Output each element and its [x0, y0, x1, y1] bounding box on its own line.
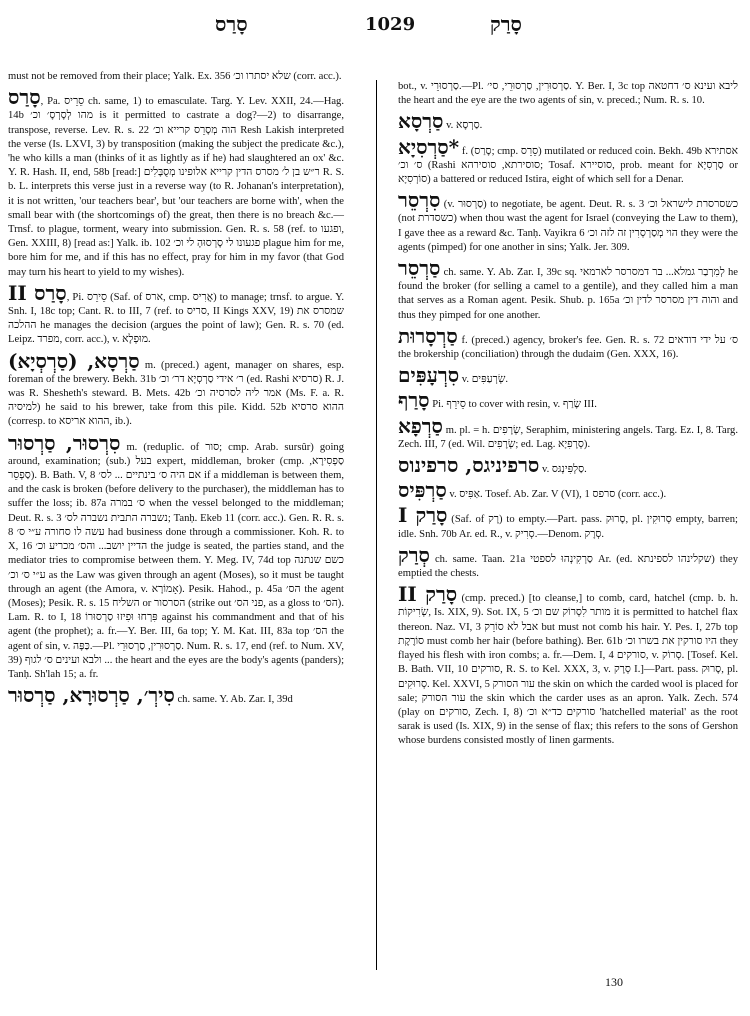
- entry-text: (v. סַרְסוּר) to negotiate, be agent. Deut. R. s. 3 כשסרסרת לישראל וכ׳ (not כשסדרת) when thou wast the agent for Israel (conveying the Law to them), I gave thee as a reward &c. Tanḥ. Vayikra 6 הוי מְסַרְסְרִין זה לזה וכ׳ they were the agents (pimped) for one another in sins; Yalk. Jer. 309.: [398, 199, 739, 253]
- entry-text: Pa. סֵרֵיס ch. same, 1) to emasculate. Targ. Y. Lev. XXII, 24.—Hag. 14b מהו לְסָרְסָ׳ וכ׳ is it permitted to castrate a dog?—2) to disarrange, transpose, reverse. Lev. R. s. 22 הוה מְסָרֵס קרייא וכ׳ Resh Lakish interpreted the verse (Is. LXVI, 3) by transposition (making the subject the predicate &c.), 'he who kills a man (thinks of it as lightly as if he) had slaughtered an ox' &c. Y. R. Hash. II, end, 58b [read:] ר״ש בן ל׳ מסרס הדין קרייא אלופינו מְסֻבָּלִים R. S. b. L. interprets this verse just in a reverse way (to R. Johanan's interpretation), it is not written, 'our teachers bear', but 'our teachers are borne with', when the small bear with (the shortcomings of) the great, then there is no breach &c.—Trnsf. to plague, torment, weary into submission. Gen. R. s. 58 (ref. to ופגעו, Gen. XXIII, 8) [read as:] Yalk. ib. 102 פגעונו לי סָרְסוּהָ לי וכ׳ plague him for me, bore him for me, and if this has no effect, pray for him in my favor (that God may turn his heart to yield to my wishes).: [8, 96, 345, 278]
- dictionary-entry: [398, 583, 738, 748]
- entry-text: v. סַלְפִּינְגּס.: [541, 464, 587, 476]
- entry-headword: סָרַס: [8, 85, 41, 110]
- dictionary-entry: [398, 257, 738, 323]
- entry-headword: סְרַק: [398, 542, 430, 567]
- page-number: 1029: [365, 14, 416, 35]
- dictionary-entry: [398, 189, 738, 255]
- entry-text: f. (preced.) agency, broker's fee. Gen. R. s. 72 ס׳ על ידי דודאים the brokership (conciliation) through the dudaim (Gen. XXX, 16).: [398, 334, 738, 361]
- dictionary-entry: [398, 80, 738, 108]
- entry-headword: סַרְסָא, (סַרְסְיָא): [8, 348, 140, 373]
- dictionary-entry: [398, 136, 738, 188]
- entry-text: m. (preced.) agent, manager on shares, esp. foreman of the brewery. Bekh. 31b ר׳ אידי סַרְסְיָא דר׳ וכ׳ (ed. Rashi סרסיא) R. J. was R. Shesheth's steward. B. Mets. 42b אמר ליה לסרסיה וכ׳ (Ms. F. a. R. למיסיה) he said to his brewer, take from this pile. Kidd. 52b ההוא סרסיא (corresp. to ההוא אריסא, ib.).: [8, 359, 344, 428]
- entry-headword: סַרְפָא: [398, 413, 443, 438]
- dictionary-entry: סָרַס II, Pi. סֵירֵס (Saf. of ארס, cmp. אֲרִיס) to manage; trnsf. to argue. Y. Snh. I, 18c top; Cant. R. to III, 7 (ref. to סריס, II Kings XXV, 19) שמסרס את ההלכה he manages the decision (argues the point of law); Gen. R. s. 70 (ed. Leipz. מפרד, corr. acc.), v. מוּפְלָא.: [8, 280, 344, 346]
- entry-text: must not be removed from their place; Yalk. Ex. 356 שלא יסתרו וכ׳ (corr. acc.).: [8, 71, 342, 82]
- entry-text: ch. same. Y. Ab. Zar. I, 39d: [177, 694, 293, 706]
- running-head-left: סָרַס: [215, 12, 248, 36]
- page-header: [20, 10, 730, 42]
- entry-text: m. pl. = h. שְׂרָפִים, Seraphim, ministering angels. Targ. Ez. I, 8. Targ. Zech. III, 7 (ed. Wil. שְׂרָפִים; ed. Lag. סְרָפִיָא).: [398, 424, 739, 450]
- entry-headword: סַרְסָרוּת: [398, 323, 458, 348]
- dictionary-entry: [8, 70, 344, 84]
- folio-number: 130: [605, 975, 623, 989]
- entry-headword: סָרַס II: [8, 280, 67, 305]
- dictionary-entry: [398, 504, 738, 541]
- entry-text: (cmp. preced.) [to cleanse,] to comb, card, hatchel (cmp. b. h. שְׂרִיקוֹת, Is. XIX, 9). Sot. IX, 5 מותר לִסְרוֹק שם וכ׳ it is permitted to hatchel flax thereon. Naz. VI, 3 אבל לא סוֹרֵק but must not comb his hair. Y. Pes. I, 27b top סוֹרֶקֶת must comb her hair (before bathing). Ber. 61b היו סורקין את בשרו וכ׳ they flayed his flesh with iron combs; a. fr.—Dem. I, 4 סורקים, v. סְרוֹק. [Tosef. Kel. B. Bath. VII, 10 סורקים, R. S. to Kel. XXX, 3, v. סְרָק I.]—Part. pass. סָרוּק, pl. סְרוּקִים. Kel. XXVI, 5 עור הסורק the skin on which the carded wool is placed for sale; עור הסורק the skin which the carder uses as an apron. Yalk. Zech. 574 (play on סורקים, Zech. I, 8) סורקים כד״א וכ׳ 'hatchelled material' as the root sarak is used (Is. XIX, 9) in the sense of flax; this refers to the sons of Gershon whose burdens consisted mostly of linen garments.: [398, 593, 739, 747]
- entry-text: m. (reduplic. of סור; cmp. Arab. sursûr) going around, examination; (sub.) בעל expert, middleman, broker (cmp. סַפְסִירָא, סַפְסֵר). B. Bath. V, 8 אם היה ס׳ בינתיים ... לס׳ if a middleman is between them, and the cask is broken (before delivery to the purchaser), the middleman has to suffer the loss; ib. 87a ס׳ במרה when the vessel belonged to the middleman; Deut. R. s. 3 נשברה התבית נשברה לס׳; Tanḥ. Ekeb 11 (corr. acc.). Gen. R. R. s. 8 עשה לו סחורה ע״י ס׳ had business done through a commissioner. Koh. R. to X, 16 הדיין יושב... והס׳ מכריע וכ׳ the judge is seated, the parties stand, and the mediator tries to compromise between them. Y. Meg. IV, 74d top כשם שנתנה ע״י ס׳ וכ׳ as the Law was given through an agent (Moses), so it must be taught through an agent (the Amora, v. אָמוֹרָא). Pesik. Hahod., p. 45a הס׳ the agent (Moses); Pesik. R. s. 15 השליח or הסרסור (strike out פני הס׳, as a gloss to הס׳). Lam. R. to I, 18 פִּרְחוּ וּפִיזוּ סַרְסוּרוֹ against his commandment and that of his agent (the prophet); a. fr.—Y. Ber. III, 6a top; Y. M. Kat. III, 83a top הס׳ the agent of sin, v. כַּפָּה.—Pl. סַרְסוּרִין, סַרְסוּרֵי. Num. R. s. 17, end (ref. to Num. XV, 39) ולבא ועינים ס׳ לגוף ... the heart and the eyes are the body's agents (panders); Tanḥ. Sh'lah 15; a. fr.: [8, 441, 345, 680]
- entry-text: (Saf. of רָק) to empty.—Part. pass. סָרוּק, pl. סְרוּקִין empty, barren; idle. Snh. 70b Ar. ed. R., v. סְרִיק.—Denom. סְרָק.: [398, 514, 738, 540]
- dictionary-entry: [398, 364, 738, 387]
- entry-headword: סַרְסָא: [398, 109, 444, 134]
- dictionary-entry: [398, 479, 738, 502]
- dictionary-entry: [398, 544, 738, 581]
- entry-headword: סָרַף: [398, 388, 430, 413]
- entry-headword: סַרְסֵר: [398, 256, 441, 281]
- running-head-right: סָרַק: [490, 12, 522, 36]
- entry-text: v. אַפִּיס. Tosef. Ab. Zar. V (VI), 1 סרפס (corr. acc.).: [449, 489, 667, 501]
- entry-headword: סִרְעָפִּים: [398, 363, 460, 388]
- dictionary-entry: [8, 432, 344, 682]
- entry-text: ch. same. Y. Ab. Zar. I, 39c sq. לְמִרְבַר גמלא... בר דמסרסר לארמאי he found the broker (for selling a camel to a gentile), and they called him a man that serves as a Roman agent. Pesik. Shub. p. 165a והוה דין מסרסר לדין וכ׳ and thus they pimped for one another.: [398, 267, 738, 321]
- left-column: [8, 70, 344, 709]
- dictionary-entry: [398, 110, 738, 133]
- entry-text: ch. same. Taan. 21a סַרְקִינְהוּ לספטי Ar. (ed. שקלינהו לספינתא) they emptied the chests.: [398, 553, 738, 580]
- entry-text: bot., v. סַרְסוּרֵי.—Pl. סַרְסוּרִין, סַרְסוּרֵי, סי׳. Y. Ber. I, 3c top ליבא ועינא ס׳ דחטאה the heart and the eye are the two agents of sin, v. preced.; Num. R. s. 10.: [398, 81, 738, 107]
- entry-text: f. (סָרַס; cmp. סֵרֵס) mutilated or reduced coin. Bekh. 49b אסתירא ס׳ וכ׳ (Rashi סוסירתא, סוסירהא; Tosaf. סוסיירא, prob. meant for סַרְסִיָא or סוֹרְסִיָא) a battered or reduced Istira, eight of which sell for a Denar.: [398, 145, 739, 186]
- entry-text: v. שְׂרְעַפִּים.: [461, 374, 508, 386]
- dictionary-entry: [398, 415, 738, 452]
- dictionary-entry: סָרַס, Pa. סֵרֵיס ch. same, 1) to emasculate. Targ. Y. Lev. XXII, 24.—Hag. 14b מהו לְסָרְסָ׳ וכ׳ is it permitted to castrate a dog?—2) to disarrange, transpose, reverse. Lev. R. s. 22 הוה מְסָרֵס קרייא וכ׳ Resh Lakish interpreted the verse (Is. LXVI, 3) by transposition (making the subject the predicate &c.), 'he who kills a man (thinks of it as lightly as if he) had slaughtered an ox' &c. Y. R. Hash. II, end, 58b [read:] ר״ש בן ל׳ מסרס הדין קרייא אלופינו מְסֻבָּלִים R. S. b. L. interprets this verse just in a reverse way (to R. Johanan's interpretation), it is not written, 'our teachers bear', but 'our teachers are borne with', when the small bear with (the shortcomings of) the great, then there is no breach &c.—Trnsf. to plague, torment, weary into submission. Gen. R. s. 58 (ref. to ופגעו, Gen. XXIII, 8) [read as:] Yalk. ib. 102 פגעונו לי סָרְסוּהָ לי וכ׳ plague him for me, bore him for me, and if this has no effect, pray for him in my favor (that God may turn his heart to yield to my wishes).: [8, 85, 345, 278]
- entry-headword: סרפיניגס, סרפינוס: [398, 453, 540, 478]
- entry-headword: סָרַק II: [398, 582, 458, 607]
- dictionary-entry: [8, 684, 344, 707]
- entry-headword: סָרַק I: [398, 503, 448, 528]
- entry-text: Pi. סֵירֵס (Saf. of ארס, cmp. אֲרִיס) to manage; trnsf. to argue. Y. Snh. I, 18c top; Cant. R. to III, 7 (ref. to סריס, II Kings XXV, 19) שמסרס את ההלכה he manages the decision (argues the point of law); Gen. R. s. 70 (ed. Leipz. מפרד, corr. acc.), v. מוּפְלָא.: [8, 291, 344, 346]
- dictionary-entry: [398, 454, 738, 477]
- entry-headword: *סַרְסִיָא: [398, 134, 460, 159]
- dictionary-entry: [8, 350, 344, 430]
- right-column: [398, 80, 738, 751]
- entry-text: Pi. סֵירֵף to cover with resin, v. שָׂרַף III.: [432, 399, 597, 411]
- dictionary-entry: [398, 325, 738, 362]
- entry-headword: סַרְפִּיס: [398, 478, 447, 503]
- entry-headword: סִרְסוּר, סַרְסוּר: [8, 430, 121, 455]
- column-divider: [376, 80, 377, 970]
- dictionary-entry: [398, 389, 738, 412]
- entry-headword: סִירְ׳, סַרְסוּרָא, סַרְסוּר: [8, 683, 175, 708]
- entry-text: v. סַרְסָא.: [446, 120, 483, 132]
- entry-headword: סִרְסֵר: [398, 188, 441, 213]
